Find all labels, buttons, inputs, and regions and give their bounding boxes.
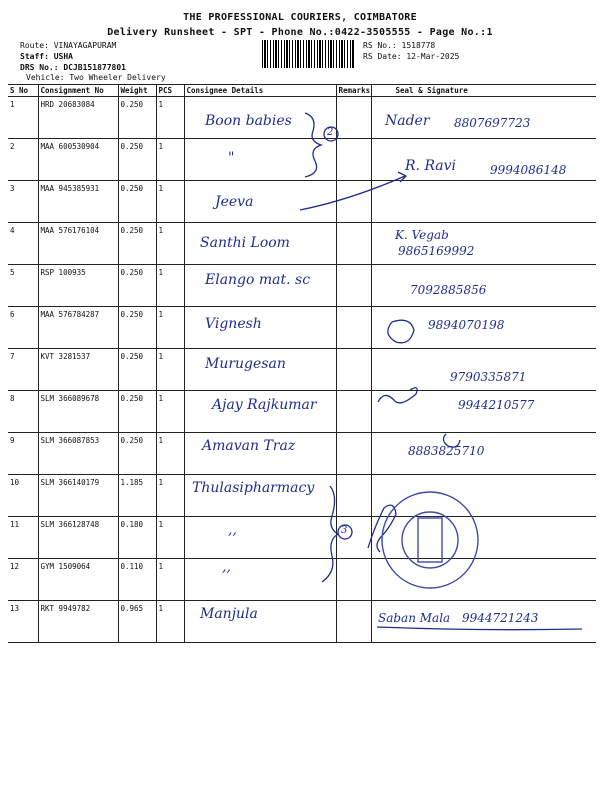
sig-8-phone: 9944210577	[458, 398, 535, 412]
cell-consignment-no: KVT 3281537	[38, 349, 118, 391]
cell-weight: 0.250	[118, 223, 156, 265]
consignee-5: Elango mat. sc	[205, 272, 311, 288]
cell-consignment-no: MAA 576784287	[38, 307, 118, 349]
sig-3-phone: 9994086148	[490, 163, 567, 177]
cell-pcs: 1	[156, 139, 184, 181]
bracket-rows-10-12	[322, 486, 338, 582]
col-consignment: Consignment No	[38, 85, 118, 97]
cell-pcs: 1	[156, 601, 184, 643]
cell-consignment-no: MAA 945385931	[38, 181, 118, 223]
cell-weight: 0.250	[118, 181, 156, 223]
sig-7-phone: 9790335871	[450, 370, 527, 384]
col-remarks: Remarks	[336, 85, 371, 97]
cell-pcs: 1	[156, 97, 184, 139]
sig-6-phone: 9894070198	[428, 318, 505, 332]
cell-pcs: 1	[156, 475, 184, 517]
sig-1-phone: 8807697723	[454, 116, 531, 130]
sig-4-name: K. Vegab	[395, 228, 449, 242]
cell-sno: 3	[8, 181, 38, 223]
sig-8-scribble	[378, 388, 417, 403]
cell-consignment-no: HRD 20683084	[38, 97, 118, 139]
consignee-3: Jeeva	[215, 194, 254, 210]
sig-13-name: Saban Mala	[378, 611, 451, 625]
cell-consignment-no: RSP 100935	[38, 265, 118, 307]
cell-weight: 0.250	[118, 139, 156, 181]
cell-sno: 1	[8, 97, 38, 139]
cell-pcs: 1	[156, 559, 184, 601]
cell-weight: 1.185	[118, 475, 156, 517]
col-weight: Weight	[118, 85, 156, 97]
cell-sno: 9	[8, 433, 38, 475]
sig-9-phone: 8883825710	[408, 444, 485, 458]
sig-13-phone: 9944721243	[462, 611, 539, 625]
consignee-6: Vignesh	[205, 316, 262, 332]
cell-weight: 0.250	[118, 307, 156, 349]
bracket-rows-1-2	[305, 113, 321, 177]
cell-sno: 12	[8, 559, 38, 601]
vehicle-label: Vehicle: Two Wheeler Delivery	[26, 73, 166, 82]
consignee-10: Thulasipharmacy	[192, 480, 315, 496]
col-signature: Seal & Signature	[371, 85, 596, 97]
cell-weight: 0.250	[118, 433, 156, 475]
rs-date: RS Date: 12-Mar-2025	[363, 52, 460, 61]
sig-6-scribble	[388, 320, 414, 343]
consignee-9: Amavan Traz	[202, 438, 296, 454]
pharmacy-seal	[382, 492, 478, 588]
sig-3-name: R. Ravi	[405, 158, 457, 174]
cell-weight: 0.250	[118, 349, 156, 391]
sig-4-phone: 9865169992	[398, 244, 475, 258]
runsheet-subtitle: Delivery Runsheet - SPT - Phone No.:0422-3505555 - Page No.:1	[107, 27, 493, 38]
sig-5-phone: 7092885856	[410, 283, 487, 297]
col-pcs: PCS	[156, 85, 184, 97]
cell-consignment-no: MAA 600530904	[38, 139, 118, 181]
route-label: Route: VINAYAGAPURAM	[20, 41, 117, 50]
arrow-row-3	[300, 176, 405, 210]
col-sno: S No	[8, 85, 38, 97]
cell-sno: 6	[8, 307, 38, 349]
cell-pcs: 1	[156, 265, 184, 307]
company-title: THE PROFESSIONAL COURIERS, COIMBATORE	[183, 12, 417, 23]
cell-weight: 0.110	[118, 559, 156, 601]
ditto-row-12: ,,	[222, 559, 231, 575]
cell-consignment-no: SLM 366140179	[38, 475, 118, 517]
cell-sno: 5	[8, 265, 38, 307]
cell-sno: 8	[8, 391, 38, 433]
cell-weight: 0.250	[118, 97, 156, 139]
cell-weight: 0.965	[118, 601, 156, 643]
cell-pcs: 1	[156, 349, 184, 391]
cell-weight: 0.250	[118, 265, 156, 307]
bracket-count-1: 2	[327, 127, 334, 138]
cell-sno: 10	[8, 475, 38, 517]
cell-pcs: 1	[156, 223, 184, 265]
cell-sno: 4	[8, 223, 38, 265]
cell-consignment-no: MAA 576176104	[38, 223, 118, 265]
cell-pcs: 1	[156, 307, 184, 349]
cell-sno: 7	[8, 349, 38, 391]
cell-consignment-no: SLM 366089678	[38, 391, 118, 433]
consignee-4: Santhi Loom	[200, 235, 290, 251]
cell-pcs: 1	[156, 433, 184, 475]
staff-label: Staff: USHA	[20, 52, 73, 61]
cell-pcs: 1	[156, 517, 184, 559]
cell-consignment-no: SLM 366128748	[38, 517, 118, 559]
consignee-13: Manjula	[200, 606, 258, 622]
consignee-7: Murugesan	[205, 356, 286, 372]
consignee-8: Ajay Rajkumar	[212, 397, 317, 413]
consignee-1: Boon babies	[205, 113, 292, 129]
cell-consignment-no: RKT 9949782	[38, 601, 118, 643]
sig-13-underline	[377, 627, 582, 630]
bracket-count-2: 3	[341, 525, 348, 536]
sig-1-name: Nader	[385, 113, 430, 129]
cell-sno: 13	[8, 601, 38, 643]
cell-weight: 0.250	[118, 391, 156, 433]
rs-number: RS No.: 1518778	[363, 41, 436, 50]
cell-consignment-no: SLM 366087853	[38, 433, 118, 475]
ditto-row-2: "	[228, 150, 235, 166]
cell-consignment-no: GYM 1509064	[38, 559, 118, 601]
cell-weight: 0.180	[118, 517, 156, 559]
cell-sno: 2	[8, 139, 38, 181]
drs-label: DRS No.: DCJB151877801	[20, 63, 126, 72]
cell-pcs: 1	[156, 391, 184, 433]
cell-pcs: 1	[156, 181, 184, 223]
ditto-row-11: ,,	[228, 522, 237, 538]
cell-sno: 11	[8, 517, 38, 559]
col-consignee: Consignee Details	[184, 85, 336, 97]
